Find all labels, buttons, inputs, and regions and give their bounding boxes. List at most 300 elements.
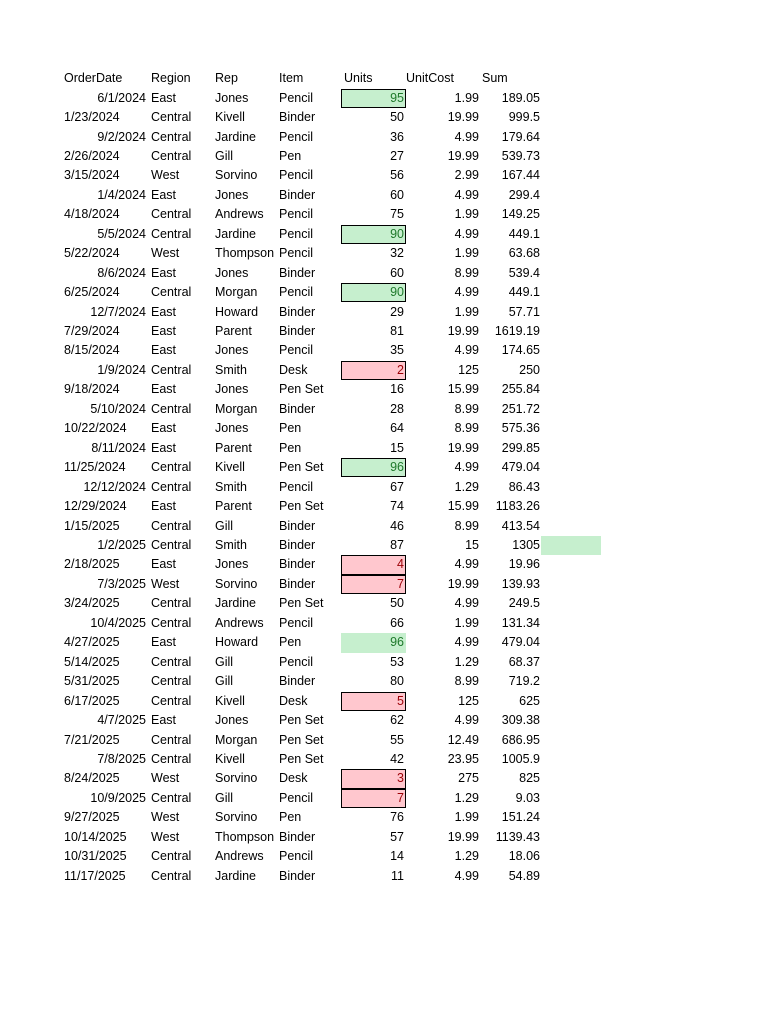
cell-item[interactable]: Pencil [279, 226, 314, 241]
cell-units[interactable]: 2 [341, 361, 406, 380]
cell-rep[interactable]: Thompson [215, 246, 275, 261]
cell-rep[interactable]: Gill [215, 674, 234, 689]
cell-sum[interactable]: 167.44 [501, 168, 540, 183]
cell-orderdate[interactable]: 9/18/2024 [64, 382, 120, 397]
cell-item[interactable]: Pen Set [279, 382, 324, 397]
cell-sum[interactable]: 479.04 [501, 460, 540, 475]
cell-sum[interactable]: 63.68 [508, 246, 540, 261]
cell-unitcost[interactable]: 4.99 [454, 460, 479, 475]
cell-rep[interactable]: Kivell [215, 460, 245, 475]
cell-orderdate[interactable]: 5/14/2025 [64, 654, 120, 669]
cell-item[interactable]: Pen Set [279, 499, 324, 513]
cell-item[interactable]: Binder [279, 401, 316, 416]
cell-rep[interactable]: Smith [215, 479, 247, 494]
cell-unitcost[interactable]: 275 [458, 771, 479, 786]
cell-orderdate[interactable]: 8/6/2024 [97, 265, 146, 280]
cell-unitcost[interactable]: 4.99 [454, 868, 479, 883]
header-orderdate[interactable]: OrderDate [64, 71, 123, 85]
header-unitcost[interactable]: UnitCost [406, 71, 454, 85]
cell-item[interactable]: Pencil [279, 615, 314, 630]
cell-units[interactable]: 35 [390, 343, 404, 358]
cell-region[interactable]: East [151, 90, 177, 105]
cell-item[interactable]: Binder [279, 110, 316, 124]
cell-sum[interactable]: 1139.43 [495, 829, 540, 844]
cell-orderdate[interactable]: 10/4/2025 [90, 615, 146, 630]
cell-orderdate[interactable]: 6/17/2025 [64, 693, 120, 708]
cell-region[interactable]: Central [151, 460, 192, 475]
cell-region[interactable]: Central [151, 751, 192, 766]
cell-units[interactable]: 50 [390, 596, 404, 611]
cell-orderdate[interactable]: 5/31/2025 [64, 674, 120, 689]
cell-region[interactable]: Central [151, 518, 192, 533]
cell-sum[interactable]: 9.03 [515, 790, 540, 805]
cell-unitcost[interactable]: 4.99 [454, 713, 479, 727]
cell-item[interactable]: Pencil [279, 90, 314, 105]
cell-unitcost[interactable]: 15.99 [447, 499, 479, 513]
cell-region[interactable]: East [151, 187, 177, 202]
cell-region[interactable]: Central [151, 868, 192, 883]
cell-rep[interactable]: Jones [215, 265, 249, 280]
cell-unitcost[interactable]: 15 [465, 537, 479, 552]
cell-sum[interactable]: 149.25 [501, 207, 540, 222]
cell-rep[interactable]: Jones [215, 90, 249, 105]
cell-region[interactable]: Central [151, 674, 192, 689]
cell-item[interactable]: Binder [279, 537, 316, 552]
cell-item[interactable]: Pen Set [279, 751, 324, 766]
cell-orderdate[interactable]: 12/7/2024 [90, 304, 146, 319]
cell-sum[interactable]: 999.5 [508, 110, 540, 124]
cell-rep[interactable]: Jones [215, 187, 249, 202]
cell-rep[interactable]: Jardine [215, 868, 256, 883]
table-row [0, 341, 768, 360]
cell-region[interactable]: East [151, 265, 177, 280]
cell-item[interactable]: Binder [279, 674, 316, 689]
cell-region[interactable]: Central [151, 849, 192, 864]
cell-item[interactable]: Pencil [279, 285, 314, 300]
cell-orderdate[interactable]: 1/4/2024 [97, 187, 146, 202]
cell-units[interactable]: 46 [390, 518, 404, 533]
cell-orderdate[interactable]: 10/22/2024 [64, 421, 127, 436]
cell-units[interactable]: 96 [341, 458, 406, 477]
cell-orderdate[interactable]: 9/27/2025 [64, 810, 120, 825]
cell-units[interactable]: 95 [341, 89, 406, 108]
cell-sum[interactable]: 1305 [512, 537, 540, 552]
cell-unitcost[interactable]: 4.99 [454, 285, 479, 300]
cell-orderdate[interactable]: 12/12/2024 [83, 479, 146, 494]
cell-units[interactable]: 42 [390, 751, 404, 766]
cell-rep[interactable]: Parent [215, 440, 252, 455]
cell-units[interactable]: 7 [341, 575, 406, 594]
cell-sum[interactable]: 825 [519, 771, 540, 786]
cell-rep[interactable]: Kivell [215, 693, 245, 708]
cell-rep[interactable]: Kivell [215, 110, 245, 124]
cell-sum[interactable]: 1619.19 [494, 324, 540, 338]
cell-unitcost[interactable]: 1.99 [454, 304, 479, 319]
cell-rep[interactable]: Morgan [215, 285, 258, 300]
cell-sum[interactable]: 479.04 [501, 635, 540, 650]
cell-orderdate[interactable]: 8/24/2025 [64, 771, 120, 786]
cell-orderdate[interactable]: 5/22/2024 [64, 246, 120, 261]
cell-sum[interactable]: 251.72 [501, 401, 540, 416]
cell-region[interactable]: East [151, 343, 177, 358]
cell-orderdate[interactable]: 1/2/2025 [97, 537, 146, 552]
cell-unitcost[interactable]: 19.99 [447, 324, 479, 338]
cell-item[interactable]: Pen [279, 421, 302, 436]
cell-rep[interactable]: Jardine [215, 129, 256, 144]
cell-units[interactable]: 3 [341, 769, 406, 788]
cell-units[interactable]: 53 [390, 654, 404, 669]
cell-sum[interactable]: 1183.26 [495, 499, 540, 513]
cell-region[interactable]: Central [151, 693, 192, 708]
cell-unitcost[interactable]: 19.99 [447, 148, 479, 163]
cell-item[interactable]: Pen Set [279, 460, 324, 475]
cell-units[interactable]: 67 [390, 479, 404, 494]
cell-units[interactable]: 55 [390, 732, 404, 747]
cell-orderdate[interactable]: 11/17/2025 [64, 868, 126, 883]
cell-unitcost[interactable]: 4.99 [454, 596, 479, 611]
cell-sum[interactable]: 68.37 [508, 654, 540, 669]
cell-orderdate[interactable]: 6/25/2024 [64, 285, 120, 300]
header-region[interactable]: Region [151, 71, 191, 85]
cell-rep[interactable]: Howard [215, 635, 259, 650]
cell-unitcost[interactable]: 1.29 [454, 479, 479, 494]
cell-unitcost[interactable]: 8.99 [454, 421, 479, 436]
cell-orderdate[interactable]: 9/2/2024 [97, 129, 146, 144]
cell-rep[interactable]: Jones [215, 713, 249, 727]
cell-units[interactable]: 16 [390, 382, 404, 397]
cell-unitcost[interactable]: 12.49 [447, 732, 479, 747]
cell-orderdate[interactable]: 3/15/2024 [64, 168, 120, 183]
cell-item[interactable]: Pencil [279, 168, 314, 183]
cell-sum[interactable]: 1005.9 [501, 751, 540, 766]
cell-orderdate[interactable]: 5/10/2024 [90, 401, 146, 416]
cell-units[interactable]: 36 [390, 129, 404, 144]
highlighted-empty-cell[interactable] [541, 536, 601, 555]
cell-sum[interactable]: 309.38 [501, 713, 540, 727]
cell-unitcost[interactable]: 4.99 [454, 226, 479, 241]
table-row [0, 633, 768, 652]
cell-region[interactable]: Central [151, 129, 192, 144]
cell-sum[interactable]: 151.24 [501, 810, 540, 825]
cell-item[interactable]: Binder [279, 265, 316, 280]
cell-sum[interactable]: 625 [519, 693, 540, 708]
cell-units[interactable]: 5 [341, 692, 406, 711]
cell-region[interactable]: Central [151, 790, 192, 805]
cell-sum[interactable]: 299.4 [508, 187, 540, 202]
cell-sum[interactable]: 719.2 [508, 674, 540, 689]
cell-sum[interactable]: 249.5 [508, 596, 540, 611]
cell-orderdate[interactable]: 2/18/2025 [64, 557, 120, 572]
cell-sum[interactable]: 255.84 [501, 382, 540, 397]
cell-rep[interactable]: Jones [215, 557, 249, 572]
cell-sum[interactable]: 299.85 [501, 440, 540, 455]
cell-unitcost[interactable]: 19.99 [447, 829, 479, 844]
cell-region[interactable]: East [151, 499, 177, 513]
cell-region[interactable]: West [151, 810, 180, 825]
cell-rep[interactable]: Parent [215, 499, 252, 513]
table-row [0, 789, 768, 808]
cell-sum[interactable]: 539.73 [501, 148, 540, 163]
cell-unitcost[interactable]: 1.99 [454, 90, 479, 105]
cell-region[interactable]: Central [151, 479, 192, 494]
cell-units[interactable]: 29 [390, 304, 404, 319]
cell-units[interactable]: 62 [390, 713, 404, 727]
cell-orderdate[interactable]: 5/5/2024 [97, 226, 146, 241]
cell-region[interactable]: Central [151, 285, 192, 300]
cell-sum[interactable]: 57.71 [508, 304, 540, 319]
cell-item[interactable]: Binder [279, 187, 316, 202]
cell-region[interactable]: East [151, 324, 177, 338]
cell-rep[interactable]: Thompson [215, 829, 275, 844]
cell-unitcost[interactable]: 19.99 [447, 576, 479, 591]
cell-rep[interactable]: Andrews [215, 615, 264, 630]
cell-rep[interactable]: Howard [215, 304, 259, 319]
cell-region[interactable]: East [151, 713, 177, 727]
cell-rep[interactable]: Sorvino [215, 810, 258, 825]
cell-orderdate[interactable]: 6/1/2024 [97, 90, 146, 105]
cell-rep[interactable]: Kivell [215, 751, 245, 766]
cell-item[interactable]: Pencil [279, 246, 314, 261]
cell-units[interactable]: 28 [390, 401, 404, 416]
cell-orderdate[interactable]: 10/14/2025 [64, 829, 127, 844]
cell-unitcost[interactable]: 1.99 [454, 246, 479, 261]
cell-item[interactable]: Binder [279, 304, 316, 319]
cell-units[interactable]: 60 [390, 187, 404, 202]
cell-region[interactable]: Central [151, 654, 192, 669]
cell-region[interactable]: West [151, 829, 180, 844]
cell-sum[interactable]: 19.96 [508, 557, 540, 572]
cell-region[interactable]: East [151, 440, 177, 455]
cell-unitcost[interactable]: 1.99 [454, 615, 479, 630]
cell-unitcost[interactable]: 8.99 [454, 674, 479, 689]
cell-rep[interactable]: Andrews [215, 849, 264, 864]
cell-units[interactable]: 60 [390, 265, 404, 280]
cell-sum[interactable]: 449.1 [508, 285, 540, 300]
cell-orderdate[interactable]: 4/7/2025 [97, 713, 146, 727]
cell-item[interactable]: Pencil [279, 849, 314, 864]
cell-unitcost[interactable]: 4.99 [454, 187, 479, 202]
cell-sum[interactable]: 575.36 [501, 421, 540, 436]
cell-unitcost[interactable]: 19.99 [447, 440, 479, 455]
cell-unitcost[interactable]: 1.29 [454, 849, 479, 864]
cell-item[interactable]: Desk [279, 693, 308, 708]
header-item[interactable]: Item [279, 71, 304, 85]
cell-region[interactable]: Central [151, 732, 192, 747]
cell-units[interactable]: 4 [341, 555, 406, 574]
cell-item[interactable]: Pencil [279, 790, 314, 805]
cell-region[interactable]: Central [151, 362, 192, 377]
header-rep[interactable]: Rep [215, 71, 238, 85]
cell-units[interactable]: 87 [390, 537, 404, 552]
cell-rep[interactable]: Gill [215, 654, 234, 669]
cell-sum[interactable]: 86.43 [508, 479, 540, 494]
cell-rep[interactable]: Jones [215, 421, 249, 436]
cell-orderdate[interactable]: 12/29/2024 [64, 499, 127, 513]
cell-item[interactable]: Binder [279, 324, 316, 338]
cell-item[interactable]: Pencil [279, 207, 314, 222]
cell-item[interactable]: Desk [279, 771, 308, 786]
cell-region[interactable]: West [151, 168, 180, 183]
cell-item[interactable]: Binder [279, 829, 316, 844]
cell-region[interactable]: Central [151, 401, 192, 416]
cell-unitcost[interactable]: 125 [458, 362, 479, 377]
cell-item[interactable]: Pen [279, 148, 302, 163]
cell-units[interactable]: 81 [390, 324, 404, 338]
cell-orderdate[interactable]: 3/24/2025 [64, 596, 120, 611]
cell-rep[interactable]: Smith [215, 537, 247, 552]
cell-region[interactable]: West [151, 576, 180, 591]
cell-region[interactable]: East [151, 382, 177, 397]
cell-units[interactable]: 7 [341, 789, 406, 808]
cell-item[interactable]: Desk [279, 362, 308, 377]
cell-unitcost[interactable]: 8.99 [454, 518, 479, 533]
cell-sum[interactable]: 174.65 [501, 343, 540, 358]
cell-region[interactable]: Central [151, 615, 192, 630]
header-units[interactable]: Units [344, 71, 373, 85]
cell-orderdate[interactable]: 1/23/2024 [64, 110, 120, 124]
cell-region[interactable]: Central [151, 537, 192, 552]
cell-sum[interactable]: 179.64 [501, 129, 540, 144]
cell-sum[interactable]: 413.54 [501, 518, 540, 533]
cell-unitcost[interactable]: 1.29 [454, 790, 479, 805]
cell-rep[interactable]: Sorvino [215, 771, 258, 786]
cell-unitcost[interactable]: 4.99 [454, 129, 479, 144]
cell-sum[interactable]: 131.34 [501, 615, 540, 630]
cell-rep[interactable]: Gill [215, 148, 234, 163]
cell-rep[interactable]: Smith [215, 362, 247, 377]
table-row [0, 380, 768, 399]
cell-item[interactable]: Pencil [279, 654, 314, 669]
cell-rep[interactable]: Parent [215, 324, 252, 338]
cell-orderdate[interactable]: 7/21/2025 [64, 732, 120, 747]
cell-orderdate[interactable]: 2/26/2024 [64, 148, 120, 163]
cell-region[interactable]: Central [151, 207, 192, 222]
cell-item[interactable]: Pen Set [279, 596, 324, 611]
cell-sum[interactable]: 54.89 [508, 868, 540, 883]
cell-orderdate[interactable]: 4/27/2025 [64, 635, 120, 650]
table-row [0, 458, 768, 477]
cell-units[interactable]: 64 [390, 421, 404, 436]
cell-region[interactable]: Central [151, 110, 192, 124]
cell-item[interactable]: Binder [279, 576, 316, 591]
cell-unitcost[interactable]: 1.99 [454, 207, 479, 222]
cell-item[interactable]: Pencil [279, 129, 314, 144]
cell-rep[interactable]: Jardine [215, 226, 256, 241]
cell-orderdate[interactable]: 10/31/2025 [64, 849, 127, 864]
cell-unitcost[interactable]: 15.99 [447, 382, 479, 397]
cell-orderdate[interactable]: 1/9/2024 [97, 362, 146, 377]
cell-region[interactable]: East [151, 557, 177, 572]
cell-orderdate[interactable]: 10/9/2025 [90, 790, 146, 805]
cell-units[interactable]: 96 [341, 633, 406, 652]
cell-region[interactable]: West [151, 771, 180, 786]
cell-item[interactable]: Pen Set [279, 713, 324, 727]
cell-units[interactable]: 90 [341, 225, 406, 244]
cell-region[interactable]: East [151, 421, 177, 436]
cell-rep[interactable]: Sorvino [215, 168, 258, 183]
cell-rep[interactable]: Andrews [215, 207, 264, 222]
cell-sum[interactable]: 449.1 [508, 226, 540, 241]
cell-units[interactable]: 74 [390, 499, 404, 513]
cell-sum[interactable]: 686.95 [501, 732, 540, 747]
cell-rep[interactable]: Jardine [215, 596, 256, 611]
cell-orderdate[interactable]: 4/18/2024 [64, 207, 120, 222]
cell-orderdate[interactable]: 11/25/2024 [64, 460, 126, 475]
cell-units[interactable]: 75 [390, 207, 404, 222]
cell-orderdate[interactable]: 7/29/2024 [64, 324, 120, 338]
header-sum[interactable]: Sum [482, 71, 508, 85]
cell-sum[interactable]: 18.06 [508, 849, 540, 864]
cell-units[interactable]: 56 [390, 168, 404, 183]
cell-units[interactable]: 32 [390, 246, 404, 261]
cell-orderdate[interactable]: 8/15/2024 [64, 343, 120, 358]
cell-item[interactable]: Pen [279, 635, 302, 650]
cell-rep[interactable]: Jones [215, 382, 249, 397]
cell-units[interactable]: 57 [390, 829, 404, 844]
cell-orderdate[interactable]: 7/3/2025 [97, 576, 146, 591]
cell-sum[interactable]: 539.4 [508, 265, 540, 280]
cell-unitcost[interactable]: 23.95 [447, 751, 479, 766]
cell-units[interactable]: 80 [390, 674, 404, 689]
cell-item[interactable]: Pen [279, 810, 302, 825]
cell-units[interactable]: 66 [390, 615, 404, 630]
cell-region[interactable]: West [151, 246, 180, 261]
cell-rep[interactable]: Gill [215, 790, 234, 805]
cell-units[interactable]: 15 [390, 440, 404, 455]
cell-units[interactable]: 76 [390, 810, 404, 825]
cell-item[interactable]: Binder [279, 557, 316, 572]
cell-orderdate[interactable]: 7/8/2025 [97, 751, 146, 766]
cell-item[interactable]: Binder [279, 518, 316, 533]
cell-unitcost[interactable]: 4.99 [454, 557, 479, 572]
cell-region[interactable]: East [151, 304, 177, 319]
cell-item[interactable]: Pen Set [279, 732, 324, 747]
cell-units[interactable]: 90 [341, 283, 406, 302]
cell-sum[interactable]: 250 [519, 362, 540, 377]
cell-rep[interactable]: Sorvino [215, 576, 258, 591]
cell-item[interactable]: Pencil [279, 479, 314, 494]
cell-rep[interactable]: Morgan [215, 732, 258, 747]
cell-unitcost[interactable]: 1.99 [454, 810, 479, 825]
cell-rep[interactable]: Jones [215, 343, 249, 358]
cell-region[interactable]: Central [151, 226, 192, 241]
cell-sum[interactable]: 189.05 [501, 90, 540, 105]
cell-units[interactable]: 27 [390, 148, 404, 163]
cell-item[interactable]: Binder [279, 868, 316, 883]
cell-unitcost[interactable]: 8.99 [454, 265, 479, 280]
cell-units[interactable]: 14 [390, 849, 404, 864]
cell-item[interactable]: Pen [279, 440, 302, 455]
cell-region[interactable]: Central [151, 148, 192, 163]
cell-sum[interactable]: 139.93 [501, 576, 540, 591]
cell-units[interactable]: 11 [391, 868, 404, 883]
cell-unitcost[interactable]: 125 [458, 693, 479, 708]
cell-unitcost[interactable]: 4.99 [454, 343, 479, 358]
cell-rep[interactable]: Gill [215, 518, 234, 533]
cell-unitcost[interactable]: 2.99 [454, 168, 479, 183]
cell-unitcost[interactable]: 19.99 [447, 110, 479, 124]
cell-unitcost[interactable]: 4.99 [454, 635, 479, 650]
cell-region[interactable]: East [151, 635, 177, 650]
cell-unitcost[interactable]: 1.29 [454, 654, 479, 669]
cell-rep[interactable]: Morgan [215, 401, 258, 416]
cell-orderdate[interactable]: 1/15/2025 [64, 518, 120, 533]
cell-orderdate[interactable]: 8/11/2024 [91, 440, 146, 455]
cell-unitcost[interactable]: 8.99 [454, 401, 479, 416]
cell-item[interactable]: Pencil [279, 343, 314, 358]
cell-units[interactable]: 50 [390, 110, 404, 124]
cell-region[interactable]: Central [151, 596, 192, 611]
